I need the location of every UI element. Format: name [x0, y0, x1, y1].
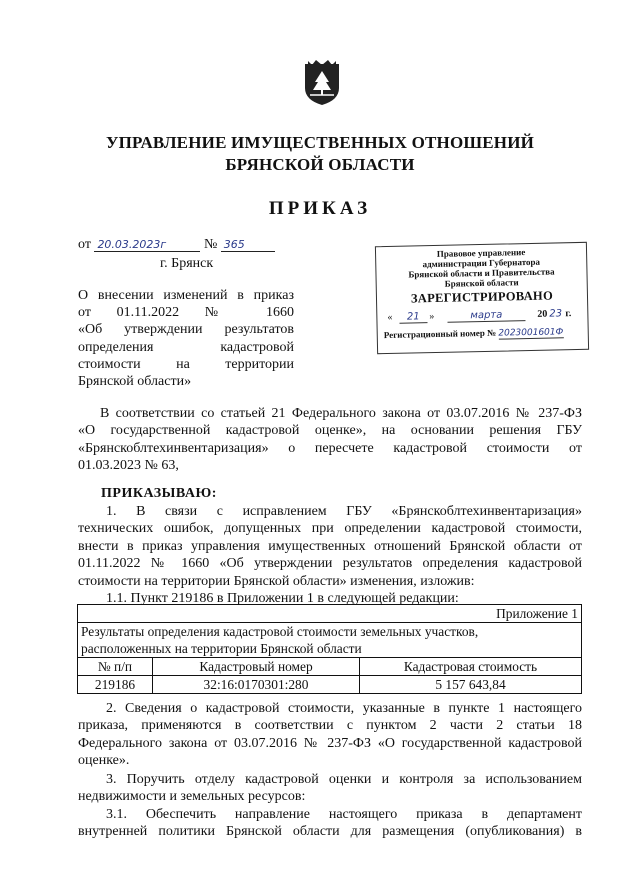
table-caption: [78, 623, 582, 658]
item-1-line: внести в приказ управления имущественных отношений Брянской области от: [78, 538, 582, 554]
registration-stamp: [375, 242, 589, 354]
item-1-1-line: 1.1. Пункт 219186 в Приложении 1 в следующей редакции:: [106, 591, 459, 607]
appendix-label: Приложение 1: [78, 605, 582, 623]
preamble-line: «Брянскоблтехинвентаризация» о пересчете кадастровой стоимости от: [78, 440, 582, 456]
from-label: от: [78, 237, 91, 252]
table-cell: 5 157 643,84: [360, 676, 582, 694]
caption-line-2: расположенных на территории Брянской области: [81, 641, 362, 656]
org-title-line-2: БРЯНСКОЙ ОБЛАСТИ: [225, 155, 415, 174]
handwritten-number: 365: [221, 238, 275, 252]
item-2-line: Федерального закона от 03.07.2016 № 237-ФЗ «О государственной кадастровой: [78, 735, 582, 751]
preamble-line: В соответствии со статьей 21 Федерального закона от 03.07.2016 № 237-ФЗ: [100, 406, 582, 421]
stamp-reg-number: 2023001601Ф: [498, 327, 564, 339]
org-title-line-1: УПРАВЛЕНИЕ ИМУЩЕСТВЕННЫХ ОТНОШЕНИЙ: [105, 133, 535, 152]
item-1-paragraph: [78, 503, 582, 607]
document-type-title: ПРИКАЗ: [268, 198, 372, 219]
handwritten-date: 20.03.2023г: [94, 238, 200, 252]
stamp-year-g: г.: [565, 308, 572, 320]
preamble-line: 01.03.2023 № 63,: [78, 458, 179, 474]
preamble-paragraph: [78, 405, 582, 475]
number-label: №: [203, 237, 218, 252]
stamp-day: 21: [399, 311, 427, 324]
subject-line: от 01.11.2022 № 1660: [78, 305, 294, 321]
item-2-line: 2. Сведения о кадастровой стоимости, указанные в пункте 1 настоящего: [106, 701, 582, 716]
table-cell: 32:16:0170301:280: [153, 676, 360, 694]
stamp-month: марта: [447, 309, 525, 323]
stamp-line-1: Правовое управление: [436, 247, 526, 259]
column-header: Кадастровая стоимость: [360, 658, 582, 676]
item-3-1-line: 3.1. Обеспечить направление настоящего приказа в департамент: [106, 807, 582, 822]
coat-of-arms-icon: [302, 58, 342, 106]
column-header: Кадастровый номер: [153, 658, 360, 676]
table-appendix-row: [78, 605, 582, 623]
item-3-line: недвижимости и земельных ресурсов:: [78, 789, 306, 805]
item-2-line: приказа, применяются в соответствии с пунктом 2 части 2 статьи 18: [78, 718, 582, 734]
order-directive-heading: ПРИКАЗЫВАЮ:: [101, 486, 217, 501]
item-3-1-line: внутренней политики Брянской области для размещения (опубликования) в: [78, 824, 582, 840]
order-subject: [78, 287, 294, 390]
stamp-year-prefix: 20: [537, 308, 548, 320]
preamble-line: «О государственной кадастровой оценке», на основании решения ГБУ: [78, 423, 582, 439]
table-caption-row: [78, 623, 582, 658]
stamp-date-row: « 21 » марта 20 23 г.: [387, 308, 572, 323]
item-3-paragraph: [78, 771, 582, 806]
column-header: № п/п: [78, 658, 153, 676]
item-3-line: 3. Поручить отделу кадастровой оценки и контроля за использованием: [106, 772, 582, 787]
table-row: [78, 676, 582, 694]
table-header-row: [78, 658, 582, 676]
item-1-line: 01.11.2022 № 1660 «Об утверждении результатов определения кадастровой: [78, 556, 582, 572]
city-label: г. Брянск: [160, 256, 214, 271]
stamp-line-2: администрации Губернатора: [422, 256, 541, 270]
item-2-line: оценке».: [78, 753, 130, 769]
subject-line: О внесении изменений в приказ: [78, 288, 294, 303]
subject-line: определения кадастровой: [78, 339, 294, 355]
stamp-line-3: Брянской области и Правительства: [408, 266, 555, 280]
item-1-line: стоимости на территории Брянской области» изменения, изложив:: [78, 573, 475, 589]
stamp-year-suffix: 23: [549, 308, 563, 320]
organization-title: [0, 132, 640, 176]
subject-line: Брянской области»: [78, 374, 192, 390]
date-number-line: [78, 237, 275, 253]
item-1-line: технических ошибок, допущенных при определении кадастровой стоимости,: [78, 521, 582, 537]
stamp-line-4: Брянской области: [444, 277, 519, 289]
subject-line: «Об утверждении результатов: [78, 322, 294, 338]
stamp-registered: ЗАРЕГИСТРИРОВАНО: [410, 288, 554, 306]
item-3-1-paragraph: [78, 806, 582, 841]
subject-line: стоимости на территории: [78, 356, 294, 372]
table-cell: 219186: [78, 676, 153, 694]
item-1-line: 1. В связи с исправлением ГБУ «Брянскоблтехинвентаризация»: [106, 504, 582, 519]
cadastral-value-table: [77, 604, 582, 694]
stamp-reg-label: Регистрационный номер №: [383, 327, 497, 341]
item-2-paragraph: [78, 700, 582, 770]
caption-line-1: Результаты определения кадастровой стоимости земельных участков,: [81, 624, 479, 639]
